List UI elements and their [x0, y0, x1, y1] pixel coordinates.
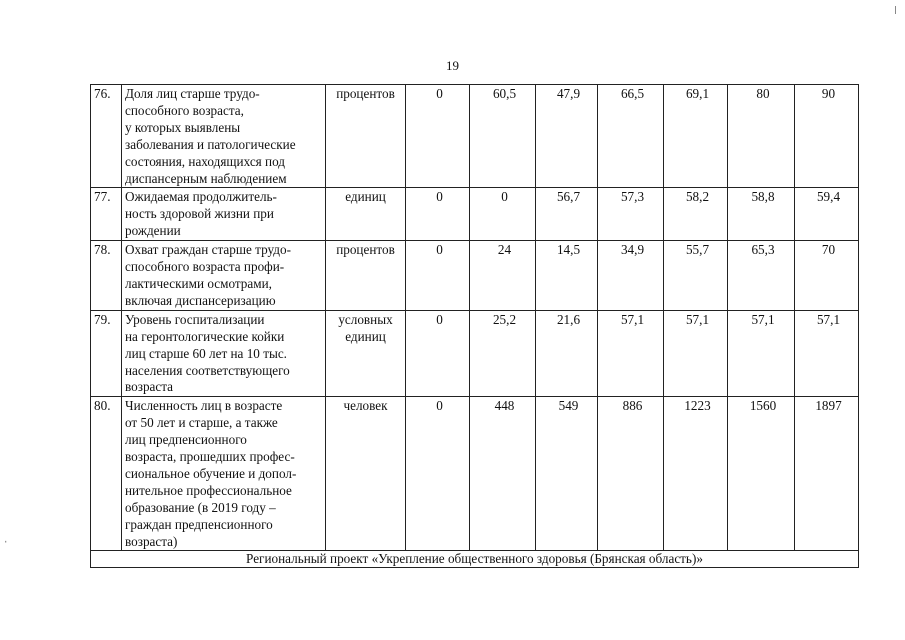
value-text: 70	[821, 242, 836, 258]
row-number: 77.	[91, 188, 122, 241]
value-cell	[536, 241, 598, 311]
value-cell	[728, 241, 795, 311]
indicator-name-line: граждан предпенсионного	[125, 516, 273, 532]
value-text: 0	[436, 86, 443, 101]
indicator-name-line: способного возраста,	[125, 102, 244, 118]
value-cell	[795, 85, 859, 188]
value-cell	[728, 188, 795, 241]
unit-of-measure	[326, 241, 406, 311]
value-cell	[536, 85, 598, 188]
unit-line: человек	[343, 398, 388, 414]
value-text: 90	[821, 86, 836, 101]
page-number: 19	[446, 58, 459, 73]
indicator-name-line: возраста, прошедших профес-	[125, 449, 295, 465]
indicator-name	[122, 241, 326, 311]
value-cell	[795, 310, 859, 397]
indicator-name-line: заболевания и патологические	[125, 136, 296, 152]
value-text: 0	[436, 189, 443, 205]
unit-line: процентов	[336, 86, 395, 101]
table-footer-row	[91, 551, 859, 568]
margin-mark: ˌ	[4, 531, 8, 543]
indicator-name-line: рождении	[125, 223, 181, 239]
value-text: 60,5	[492, 86, 517, 101]
indicator-name-line: образование (в 2019 году –	[125, 499, 276, 515]
value-text: 58,8	[751, 189, 775, 205]
indicator-name-line: возраста)	[125, 533, 178, 549]
value-text: 34,9	[620, 242, 645, 258]
value-text: 1223	[684, 398, 711, 414]
value-text: 21,6	[556, 311, 581, 327]
value-text: 57,1	[816, 311, 841, 327]
value-text: 24	[497, 242, 512, 258]
unit-of-measure	[326, 85, 406, 188]
value-cell	[536, 397, 598, 551]
value-text: 0	[436, 311, 443, 327]
indicator-name-line: включая диспансеризацию	[125, 292, 276, 308]
value-text: 80	[756, 86, 770, 101]
value-text: 0	[436, 242, 443, 258]
unit-line: единиц	[345, 328, 386, 344]
value-cell	[728, 85, 795, 188]
value-text: 57,1	[620, 311, 645, 327]
value-cell	[728, 310, 795, 397]
value-text: 56,7	[556, 189, 581, 205]
value-cell	[795, 188, 859, 241]
indicator-name-line: на геронтологические койки	[125, 328, 285, 344]
value-cell	[664, 85, 728, 188]
value-cell	[664, 397, 728, 551]
indicator-name	[122, 188, 326, 241]
indicator-name	[122, 85, 326, 188]
value-cell	[598, 188, 664, 241]
value-text: 14,5	[556, 242, 581, 258]
unit-line: единиц	[345, 189, 386, 205]
table-row	[91, 397, 859, 551]
indicator-name-line: населения соответствующего	[125, 362, 290, 378]
value-cell	[470, 85, 536, 188]
value-cell	[664, 241, 728, 311]
value-text: 57,3	[620, 189, 645, 205]
unit-of-measure	[326, 397, 406, 551]
value-cell	[470, 241, 536, 311]
value-cell	[470, 310, 536, 397]
value-cell	[406, 241, 470, 311]
indicator-name-line: у которых выявлены	[125, 119, 241, 135]
value-text: 57,1	[751, 311, 775, 327]
value-text: 47,9	[556, 86, 581, 101]
value-text: 448	[494, 398, 515, 414]
indicator-name-line: Ожидаемая продолжитель-	[125, 189, 277, 205]
unit-of-measure	[326, 188, 406, 241]
indicator-name-line: состояния, находящихся под	[125, 153, 286, 169]
indicator-name-line: Доля лиц старше трудо-	[125, 86, 260, 101]
value-text: 1897	[815, 398, 842, 414]
row-number: 79.	[91, 310, 122, 397]
value-cell	[598, 397, 664, 551]
value-text: 57,1	[685, 311, 710, 327]
value-text: 0	[436, 398, 443, 414]
table-row	[91, 310, 859, 397]
regional-project-title: Региональный проект «Укрепление общественного здоровья (Брянская область)»	[91, 551, 859, 568]
value-cell	[406, 85, 470, 188]
value-text: 65,3	[751, 242, 775, 258]
indicator-name	[122, 310, 326, 397]
indicator-name-line: диспансерным наблюдением	[125, 170, 287, 186]
row-number: 78.	[91, 241, 122, 311]
value-text: 0	[501, 189, 508, 205]
value-cell	[406, 397, 470, 551]
value-cell	[406, 310, 470, 397]
value-cell	[406, 188, 470, 241]
row-number: 80.	[91, 397, 122, 551]
unit-line: условных	[338, 311, 393, 327]
table-row	[91, 85, 859, 188]
value-cell	[470, 188, 536, 241]
value-cell	[470, 397, 536, 551]
indicator-name-line: сиональное обучение и допол-	[125, 465, 297, 481]
indicators-table	[90, 84, 859, 568]
indicator-name	[122, 397, 326, 551]
value-text: 1560	[749, 398, 777, 414]
table-row	[91, 241, 859, 311]
table-row	[91, 188, 859, 241]
indicator-name-line: от 50 лет и старше, а также	[125, 415, 278, 431]
value-cell	[598, 85, 664, 188]
value-cell	[795, 241, 859, 311]
value-text: 55,7	[685, 242, 710, 258]
indicator-name-line: Численность лиц в возрасте	[125, 398, 283, 414]
value-text: 69,1	[685, 86, 710, 101]
value-text: 58,2	[685, 189, 710, 205]
indicator-name-line: Уровень госпитализации	[125, 311, 265, 327]
unit-line: процентов	[336, 242, 395, 258]
indicator-name-line: лактическими осмотрами,	[125, 275, 272, 291]
indicator-name-line: Охват граждан старше трудо-	[125, 242, 291, 258]
value-text: 549	[558, 398, 579, 414]
value-text: 25,2	[492, 311, 517, 327]
value-text: 66,5	[620, 86, 645, 101]
indicator-name-line: нительное профессиональное	[125, 482, 292, 498]
indicator-name-line: возраста	[125, 379, 174, 395]
indicator-name-line: лиц старше 60 лет на 10 тыс.	[125, 345, 287, 361]
scan-edge-mark	[895, 6, 896, 14]
indicator-name-line: способного возраста профи-	[125, 259, 285, 275]
value-text: 886	[622, 398, 643, 414]
value-cell	[664, 188, 728, 241]
value-cell	[795, 397, 859, 551]
row-number: 76.	[91, 85, 122, 188]
indicator-name-line: ность здоровой жизни при	[125, 206, 274, 222]
value-cell	[598, 241, 664, 311]
value-cell	[536, 310, 598, 397]
indicator-name-line: лиц предпенсионного	[125, 432, 247, 448]
value-cell	[598, 310, 664, 397]
value-cell	[664, 310, 728, 397]
value-cell	[728, 397, 795, 551]
value-cell	[536, 188, 598, 241]
unit-of-measure	[326, 310, 406, 397]
value-text: 59,4	[816, 189, 841, 205]
